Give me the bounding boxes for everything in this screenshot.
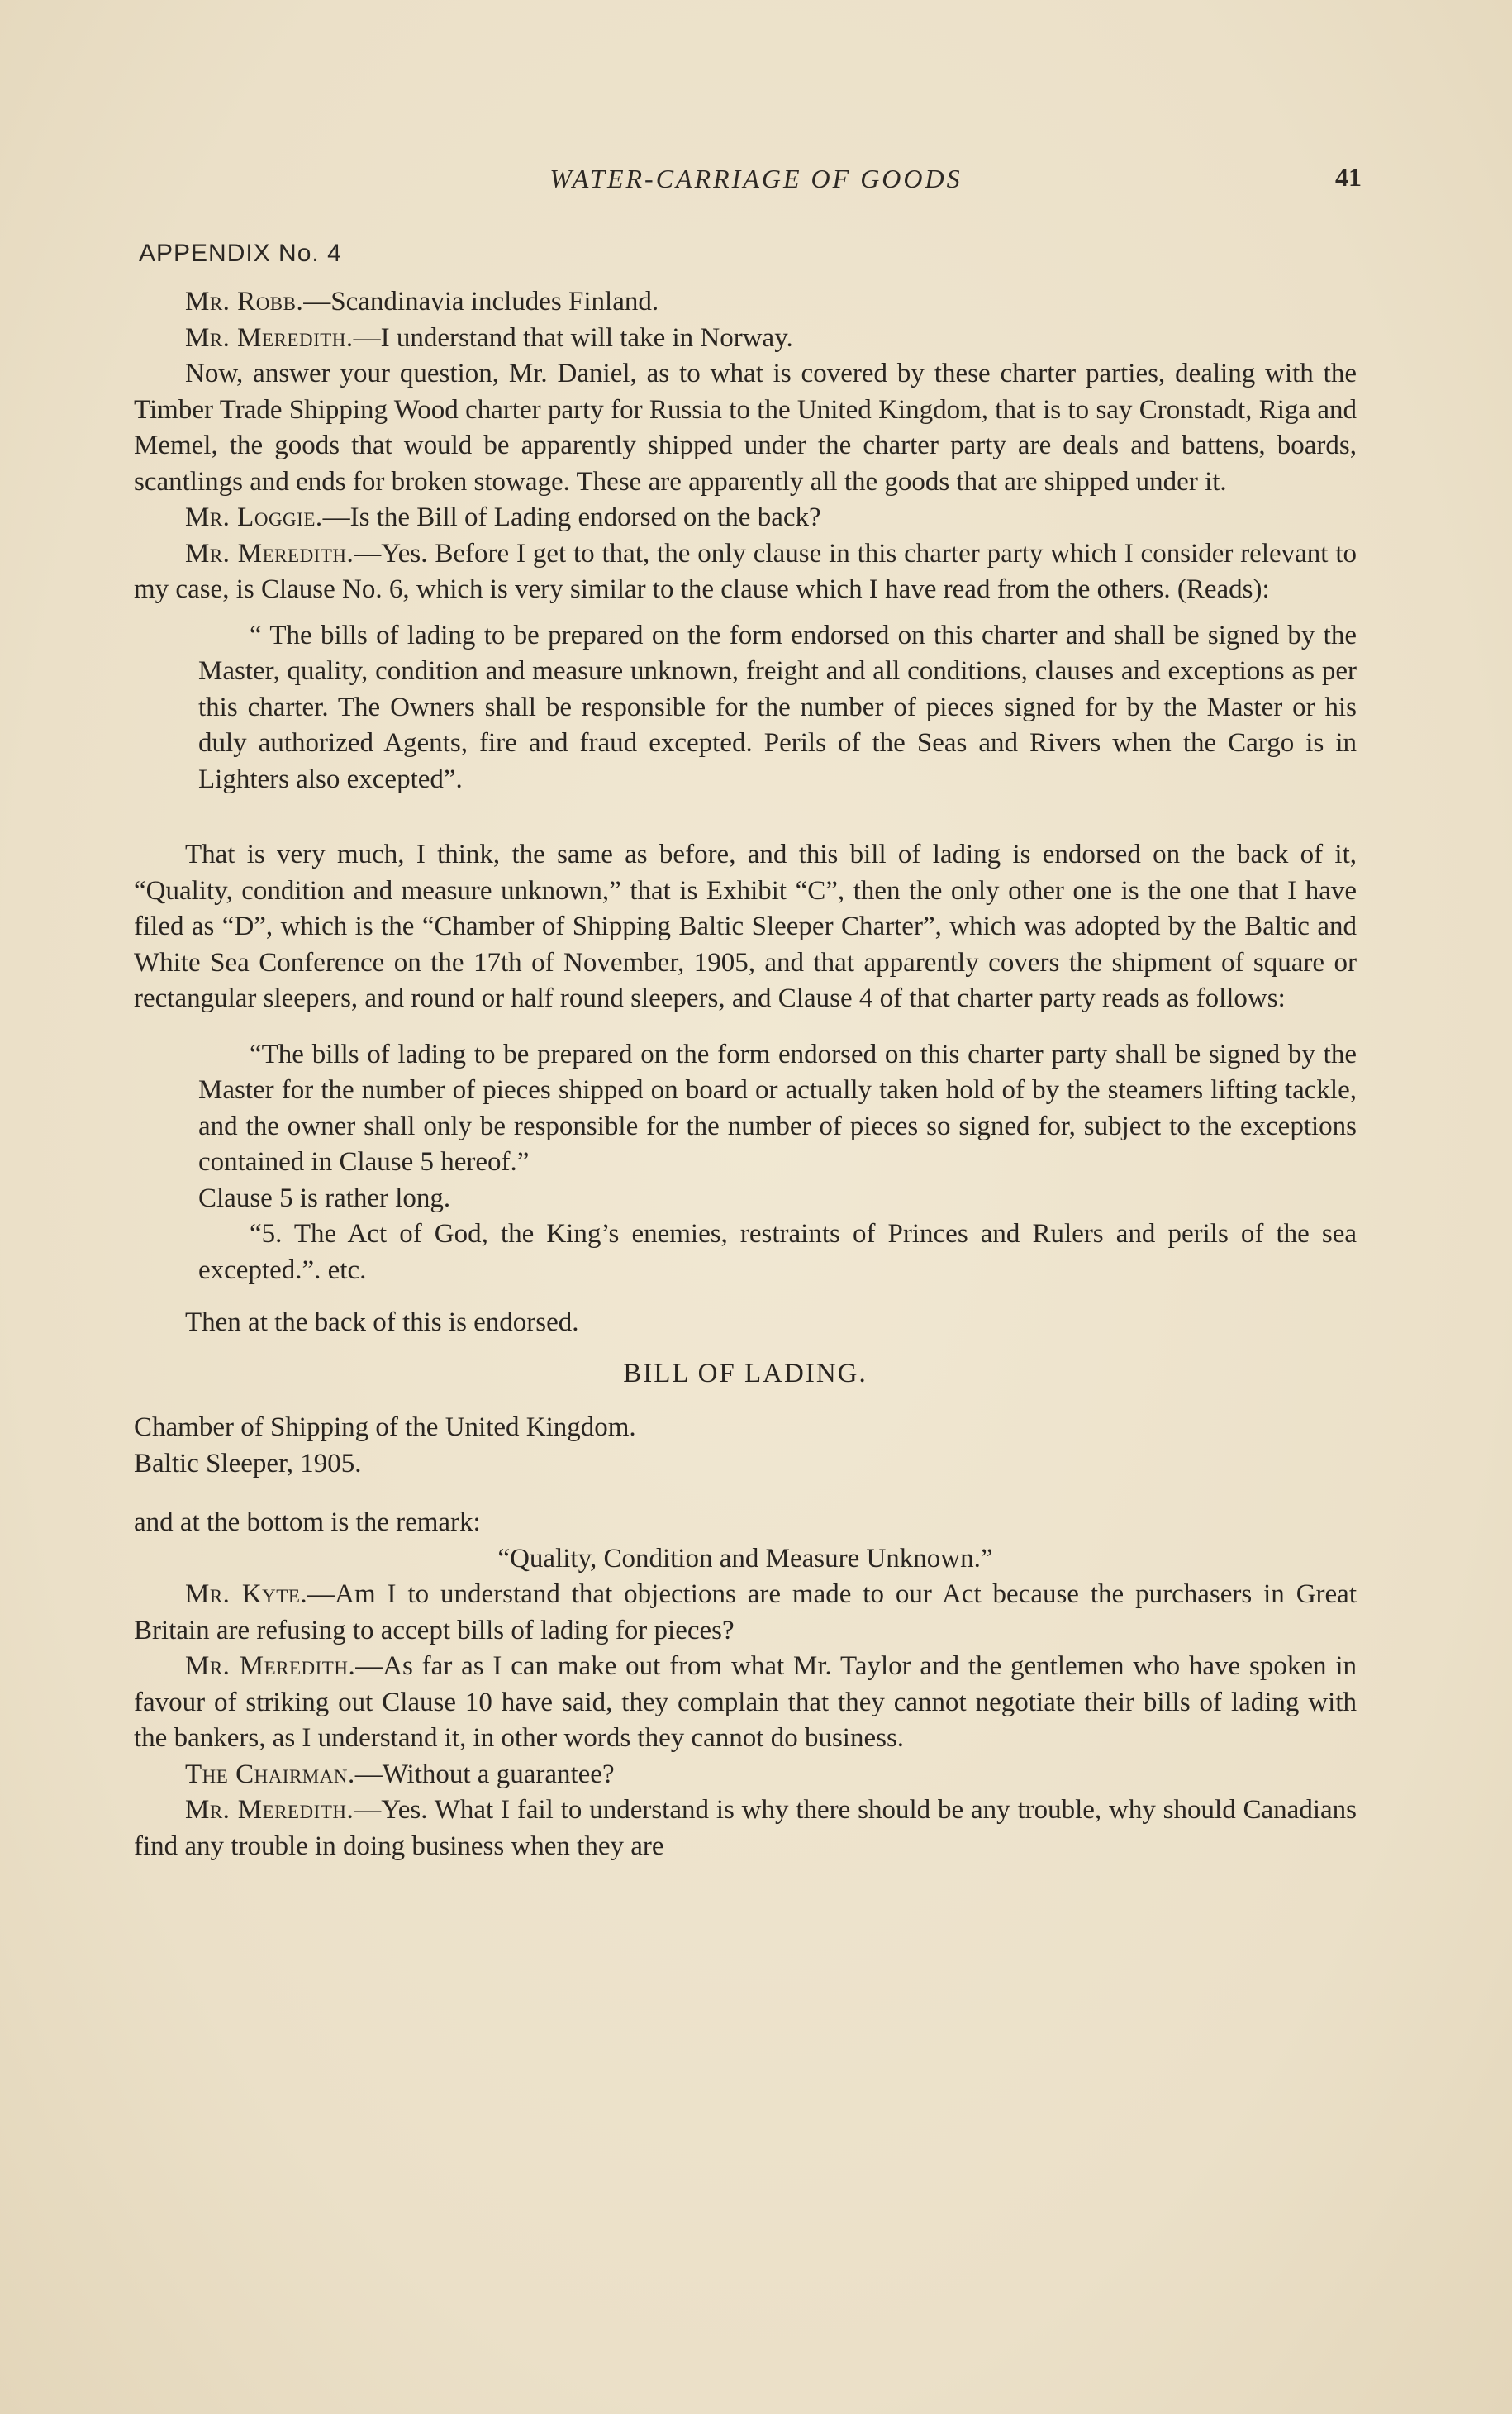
speech-text: —Is the Bill of Lading endorsed on the back?	[322, 502, 821, 532]
appendix-label: APPENDIX No. 4	[139, 240, 342, 267]
bill-of-lading-title: BILL OF LADING.	[623, 1358, 868, 1388]
speech-text: —Scandinavia includes Finland.	[303, 287, 659, 317]
speaker-name: The Chairman.	[185, 1759, 355, 1789]
paragraph	[134, 1649, 1357, 1757]
paragraph	[134, 536, 1357, 608]
running-head: WATER-CARRIAGE OF GOODS	[549, 164, 963, 193]
quote-text: “ The bills of lading to be prepared on the form endorsed on this charter and shall be signed by the Master, quality, condition and measure unknown, freight and all conditions, clauses and exceptions as per this charter. The Owners shall be responsible for the number of pieces signed for by the Master or his duly authorized Agents, fire and fraud excepted. Perils of the Seas and Rivers when the Cargo is in Lighters also excepted”.	[198, 620, 1357, 794]
speech-text: —As far as I can make out from what Mr. Taylor and the gentlemen who have spoken in favour of striking out Clause 10 have said, they complain that they cannot negotiate their bills of lading with the bankers, as I understand it, in other words they cannot do business.	[134, 1651, 1357, 1753]
paragraph	[134, 1757, 1357, 1793]
spacer	[134, 807, 1357, 837]
quote-text: Clause 5 is rather long.	[198, 1183, 451, 1213]
speech-text: —Yes. Before I get to that, the only clause in this charter party which I consider relevant to my case, is Clause No. 6, which is very similar to the clause which I have read from the others. (Reads):	[134, 538, 1357, 604]
page-number: 41	[1335, 162, 1362, 192]
speaker-name: Mr. Meredith.	[185, 1651, 356, 1681]
paragraph	[134, 1793, 1357, 1864]
paragraph: That is very much, I think, the same as before, and this bill of lading is endorsed on the back of it, “Quality, condition and measure unknown,” that is Exhibit “C”, then the only other one is the one that I have filed as “D”, which is the “Chamber of Shipping Baltic Sleeper Charter”, which was adopted by the Baltic and White Sea Conference on the 17th of November, 1905, and that apparently covers the shipment of square or rectangular sleepers, and round or half round sleepers, and Clause 4 of that charter party reads as follows:	[134, 840, 1357, 1013]
bill-of-lading-line: Baltic Sleeper, 1905.	[134, 1448, 362, 1478]
speech-text: —Yes. What I fail to understand is why there should be any trouble, why should Canadians find any trouble in doing business when they are	[134, 1795, 1357, 1861]
block-quote	[198, 1037, 1357, 1289]
paragraph	[134, 321, 1357, 357]
paragraph	[134, 500, 1357, 536]
speaker-name: Mr. Robb.	[185, 287, 304, 317]
speaker-name: Mr. Meredith.	[185, 538, 354, 569]
block-quote	[198, 618, 1357, 798]
quote-text: “5. The Act of God, the King’s enemies, restraints of Princes and Rulers and perils of the sea excepted.”. etc.	[198, 1219, 1357, 1285]
speaker-name: Mr. Meredith.	[185, 1795, 354, 1825]
bill-of-lading-line: Chamber of Shipping of the United Kingdom.	[134, 1412, 636, 1442]
body-text	[134, 284, 1357, 1864]
speaker-name: Mr. Kyte.	[185, 1579, 308, 1609]
speech-text: —Am I to understand that objections are made to our Act because the purchasers in Great Britain are refusing to accept bills of lading for pieces?	[134, 1579, 1357, 1645]
paragraph: Then at the back of this is endorsed.	[185, 1307, 579, 1337]
remark-quote: “Quality, Condition and Measure Unknown.”	[497, 1543, 993, 1574]
quote-text: “The bills of lading to be prepared on the form endorsed on this charter party shall be signed by the Master for the number of pieces shipped on board or actually taken hold of by the steamers lifting tackle, and the owner shall only be responsible for the number of pieces so signed for, subject to the exceptions contained in Clause 5 hereof.”	[198, 1039, 1357, 1177]
paragraph	[134, 1577, 1357, 1649]
paragraph: Now, answer your question, Mr. Daniel, as to what is covered by these charter parties, dealing with the Timber Trade Shipping Wood charter party for Russia to the United Kingdom, that is to say Cronstadt, Riga and Memel, the goods that would be apparently shipped under the charter party are deals and battens, boards, scantlings and ends for broken stowage. These are apparently all the goods that are shipped under it.	[134, 359, 1357, 497]
speech-text: —Without a guarantee?	[354, 1759, 615, 1789]
paragraph: and at the bottom is the remark:	[134, 1507, 481, 1537]
speaker-name: Mr. Loggie.	[185, 502, 323, 532]
paragraph	[134, 284, 1357, 321]
speaker-name: Mr. Meredith.	[185, 322, 354, 353]
speech-text: —I understand that will take in Norway.	[353, 322, 793, 353]
